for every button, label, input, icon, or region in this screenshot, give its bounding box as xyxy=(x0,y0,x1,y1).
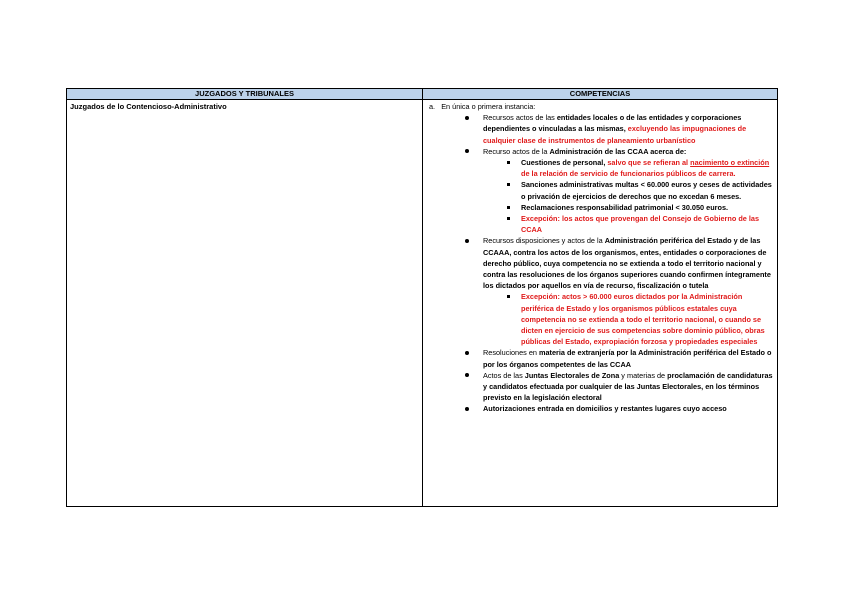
sub-list-item xyxy=(429,291,774,347)
square-bullet-icon xyxy=(507,217,510,220)
b2-s1c: nacimiento o extinción xyxy=(690,158,770,168)
b2-text-2: Administración de las CCAA acerca de: xyxy=(549,146,687,156)
b1-exception: excluyendo las impugnaciones de cualquier clase de instrumentos de planeamiento urbanístico xyxy=(483,124,747,145)
b5-text-1: Actos de las xyxy=(483,370,525,380)
b4-text-2: materia de extranjería por la Administración periférica del Estado o por los órganos competentes de las CCAA xyxy=(483,348,772,369)
bullet-icon xyxy=(465,373,469,377)
b4-text-1: Resoluciones en xyxy=(483,348,539,358)
b5-text-3: y materias de xyxy=(619,370,668,380)
section-title: En única o primera instancia: xyxy=(441,102,536,111)
list-item xyxy=(429,235,774,291)
b2-text-1: Recurso actos de la xyxy=(483,146,550,156)
bullet-icon xyxy=(465,239,469,243)
b2-s2: Sanciones administrativas multas < 60.000 euros y ceses de actividades o privación de ejercicios de derechos que no excedan 6 meses. xyxy=(521,180,772,201)
bullet-icon xyxy=(465,407,469,411)
b1-text-1: Recursos actos de las xyxy=(483,113,557,123)
section-a xyxy=(429,101,774,112)
list-item xyxy=(429,347,774,369)
b6-text-1: Autorizaciones entrada en domicilios y restantes lugares cuyo acceso xyxy=(483,404,727,414)
bullet-icon xyxy=(465,351,469,355)
b1-text-2: entidades locales o de las entidades y corporaciones dependientes o vinculadas a las mismas, xyxy=(483,113,742,134)
sub-list-item xyxy=(429,213,774,235)
b5-text-4: proclamación de candidaturas y candidatos efectuada por cualquier de las Juntas Electorales, en los términos previsto en la legislación electoral xyxy=(483,370,773,403)
list-item xyxy=(429,370,774,404)
section-label: a. xyxy=(429,102,436,111)
b3-text-2: Administración periférica del Estado y de las CCAAA, contra los actos de los organismos, entes, entidades o corporaciones de derecho público, cuya competencia no se extienda a todo el territorio nacional y contra las resoluciones de los órganos superiores cuando confirmen íntegramente los dictados por aquellos en vía de recurso, fiscalización o tutela xyxy=(483,236,771,291)
square-bullet-icon xyxy=(507,206,510,209)
b2-s1a: Cuestiones de personal, xyxy=(521,158,608,168)
square-bullet-icon xyxy=(507,161,510,164)
list-item xyxy=(429,146,774,157)
bullet-icon xyxy=(465,116,469,120)
b2-s1b: salvo que se refieran al xyxy=(607,158,691,168)
competencias-cell xyxy=(429,101,774,415)
b3-s1: Excepción: actos > 60.000 euros dictados por la Administración periférica de Estado y los organismos públicos estatales cuya competencia no se extienda a todo el territorio nacional, o cuando se dicten en ejercicio de sus competencias sobre dominio público, obras públicas del Estado, expropiación forzosa y propiedades especiales xyxy=(521,292,765,347)
b2-s4: Excepción: los actos que provengan del Consejo de Gobierno de las CCAA xyxy=(521,214,760,235)
list-item xyxy=(429,112,774,146)
competencias-table xyxy=(66,88,778,507)
list-item xyxy=(429,403,774,414)
header-competencias: COMPETENCIAS xyxy=(569,89,631,98)
sub-list-item xyxy=(429,202,774,213)
court-name: Juzgados de lo Contencioso-Administrativo xyxy=(70,102,227,111)
b5-text-2: Juntas Electorales de Zona xyxy=(524,370,620,380)
sub-list-item xyxy=(429,157,774,179)
square-bullet-icon xyxy=(507,295,510,298)
square-bullet-icon xyxy=(507,183,510,186)
b2-s1d: de la relación de servicio de funcionarios públicos de carrera. xyxy=(521,169,736,179)
b2-s3: Reclamaciones responsabilidad patrimonial < 30.050 euros. xyxy=(521,202,729,212)
sub-list-item xyxy=(429,179,774,201)
b3-text-1: Recursos disposiciones y actos de la xyxy=(483,236,605,246)
bullet-icon xyxy=(465,149,469,153)
column-divider xyxy=(422,89,423,506)
header-juzgados: JUZGADOS Y TRIBUNALES xyxy=(195,89,294,98)
